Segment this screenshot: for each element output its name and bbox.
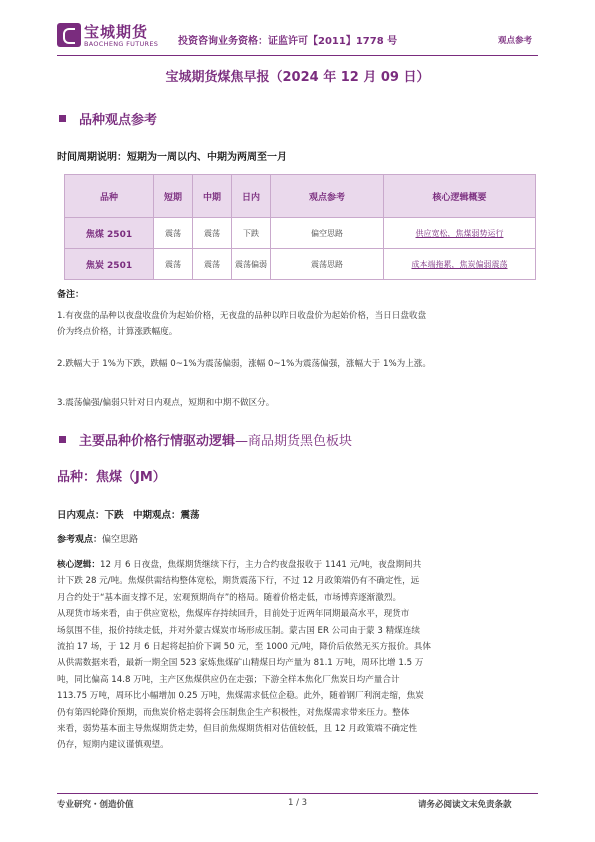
table-row bbox=[65, 249, 536, 280]
period-note: 时间周期说明：短期为一周以内、中期为两周至一月 bbox=[57, 152, 287, 163]
core-logic-paragraph bbox=[57, 557, 542, 754]
cell-logic: 成本端拖累，焦炭偏弱震荡 bbox=[384, 249, 536, 280]
logic-line: 来看，弱势基本面主导焦煤期货走势，但目前焦煤期货相对估值较低，且 12 月政策端不确定性 bbox=[57, 724, 418, 735]
cell-logic: 供应宽松，焦煤弱势运行 bbox=[384, 218, 536, 249]
views-table bbox=[64, 174, 536, 280]
section-title-views: 品种观点参考 bbox=[79, 113, 158, 128]
section-marker-icon bbox=[59, 115, 66, 122]
note-line: 1.有夜盘的品种以夜盘收盘价为起始价格，无夜盘的品种以昨日收盘价为起始价格，当日日盘收盘 bbox=[57, 311, 427, 321]
header-divider bbox=[57, 55, 538, 56]
section-title-main: 主要品种价格行情驱动逻辑 bbox=[79, 434, 236, 449]
col-header-variety: 品种 bbox=[65, 175, 154, 218]
logic-line: 从供需数据来看，最新一期全国 523 家炼焦煤矿山精煤日均产量为 81.1 万吨，周环比增 1.5 万 bbox=[57, 658, 424, 669]
reference-value: 偏空思路 bbox=[102, 535, 139, 545]
logo-text-en: BAOCHENG FUTURES bbox=[84, 40, 159, 48]
section-title-sub: —商品期货黑色板块 bbox=[235, 434, 353, 449]
logic-line: 仍有第四轮降价预期，而焦炭价格走弱将会压制焦企生产积极性，对焦煤需求带来压力。整体 bbox=[57, 707, 410, 718]
cell-short: 震荡 bbox=[154, 249, 193, 280]
cell-view: 偏空思路 bbox=[271, 218, 384, 249]
logic-line bbox=[57, 557, 542, 573]
logic-line: 月合约处于“基本面支撑不足，宏观预期尚存”的格局。随着价格走低，市场博弈逐渐激烈。 bbox=[57, 592, 402, 603]
cell-intraday: 下跌 bbox=[232, 218, 271, 249]
col-header-intraday: 日内 bbox=[232, 175, 271, 218]
section-marker-icon bbox=[59, 436, 66, 443]
doc-type-label: 观点参考 bbox=[498, 36, 533, 46]
logic-line: 从现货市场来看，由于供应宽松，焦煤库存持续回升，目前处于近两年同期最高水平，现货市 bbox=[57, 609, 410, 620]
col-header-mid: 中期 bbox=[193, 175, 232, 218]
logo-text-cn: 宝城期货 bbox=[84, 23, 149, 41]
table-row bbox=[65, 218, 536, 249]
logic-label: 核心逻辑： bbox=[57, 560, 100, 570]
logic-text: 12 月 6 日夜盘，焦煤期货继续下行，主力合约夜盘报收于 1141 元/吨，夜盘期间共 bbox=[99, 560, 422, 570]
page-number: 1 / 3 bbox=[287, 798, 308, 808]
col-header-short: 短期 bbox=[154, 175, 193, 218]
cell-intraday: 震荡偏弱 bbox=[232, 249, 271, 280]
note-line: 价为终点价格，计算涨跌幅度。 bbox=[57, 327, 178, 337]
footer-divider bbox=[57, 793, 538, 794]
note-line: 3.震荡偏强/偏弱只针对日内观点，短期和中期不做区分。 bbox=[57, 398, 275, 408]
cell-variety: 焦炭 2501 bbox=[65, 249, 154, 280]
cell-variety: 焦煤 2501 bbox=[65, 218, 154, 249]
company-logo-icon bbox=[57, 23, 81, 47]
footer-disclaimer: 请务必阅读文末免责条款 bbox=[418, 800, 512, 810]
notes-title: 备注： bbox=[57, 290, 85, 300]
logic-line: 吨，同比偏高 14.8 万吨，主产区焦煤供应仍在走强；下游全样本焦化厂焦炭日均产量合计 bbox=[57, 674, 400, 685]
view-line: 日内观点：下跌 中期观点：震荡 bbox=[57, 510, 200, 521]
logic-line: 仍存，短期内建议谨慎观望。 bbox=[57, 740, 169, 751]
license-info: 投资咨询业务资格：证监许可【2011】1778 号 bbox=[178, 36, 398, 47]
col-header-view: 观点参考 bbox=[271, 175, 384, 218]
table-header-row bbox=[65, 175, 536, 218]
col-header-logic: 核心逻辑概要 bbox=[384, 175, 536, 218]
variety-heading: 品种：焦煤（JM） bbox=[57, 470, 166, 485]
cell-mid: 震荡 bbox=[193, 218, 232, 249]
reference-label: 参考观点： bbox=[57, 535, 103, 545]
reference-view bbox=[57, 532, 138, 545]
report-title: 宝城期货煤焦早报（2024 年 12 月 09 日） bbox=[165, 70, 430, 85]
cell-mid: 震荡 bbox=[193, 249, 232, 280]
footer-slogan: 专业研究・创造价值 bbox=[57, 800, 134, 810]
note-line: 2.跌幅大于 1%为下跌，跌幅 0~1%为震荡偏弱，涨幅 0~1%为震荡偏强，涨幅大于 1%为上涨。 bbox=[57, 359, 431, 369]
logic-line: 计下跌 28 元/吨。焦煤供需结构整体宽松，期货震荡下行，不过 12 月政策端仍有不确定性，远 bbox=[57, 576, 420, 587]
cell-short: 震荡 bbox=[154, 218, 193, 249]
section-title-drivers bbox=[79, 430, 352, 449]
cell-view: 震荡思路 bbox=[271, 249, 384, 280]
logic-line: 场氛围不佳，报价持续走低，并对外蒙古煤炭市场形成压制。蒙古国 ER 公司由于蒙 3 精煤连续 bbox=[57, 625, 420, 636]
logic-line: 流拍 17 场，于 12 月 6 日起将起拍价下调 50 元，至 1000 元/吨，降价后依然无买方报价。具体 bbox=[57, 642, 431, 653]
logic-line: 113.75 万吨，周环比小幅增加 0.25 万吨，焦煤需求低位企稳。此外，随着钢厂利润走缩，焦炭 bbox=[57, 691, 424, 702]
